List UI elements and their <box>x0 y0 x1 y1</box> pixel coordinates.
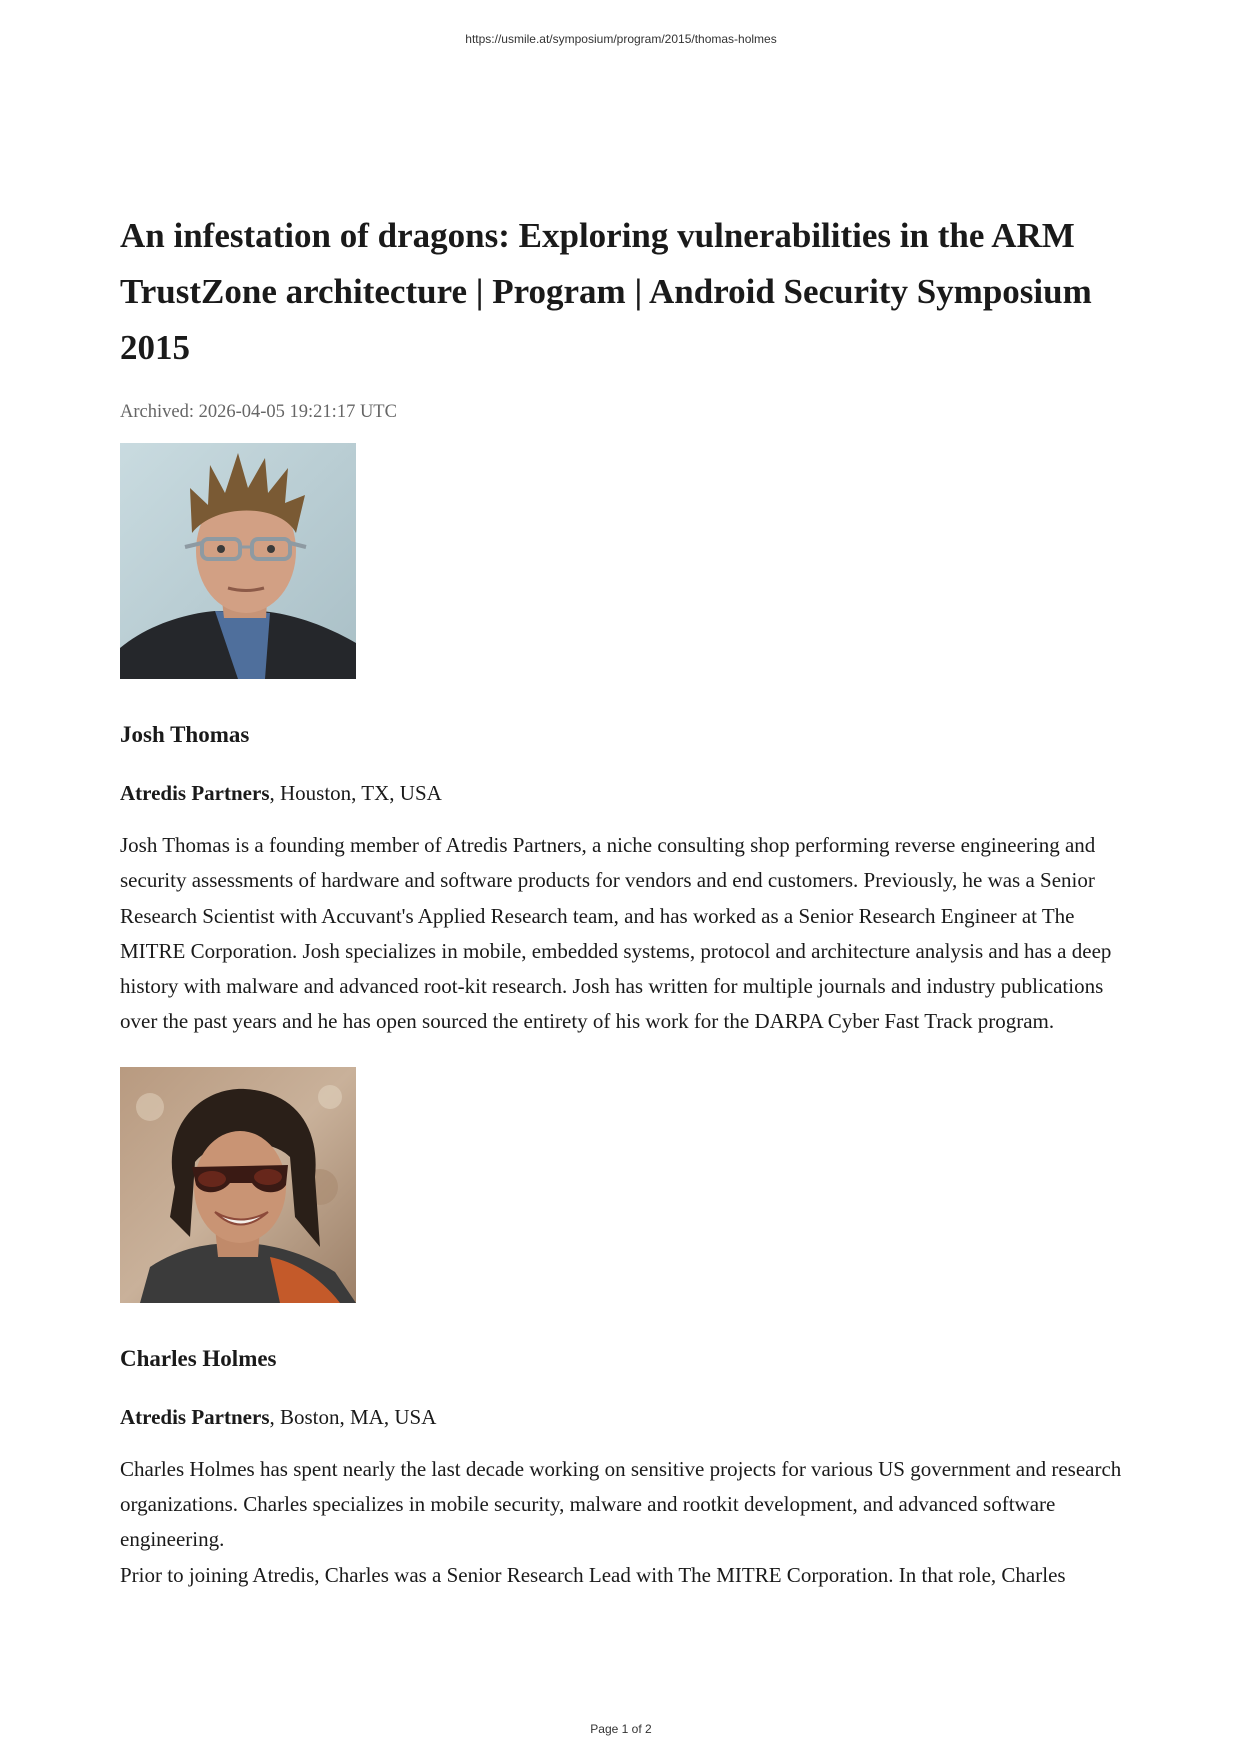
page-url-header: https://usmile.at/symposium/program/2015/thomas-holmes <box>465 32 777 46</box>
speaker-organization: Atredis Partners <box>120 1404 270 1429</box>
speaker-location: , Boston, MA, USA <box>269 1404 437 1429</box>
speaker-affiliation <box>120 779 1130 807</box>
speaker-bio: Charles Holmes has spent nearly the last decade working on sensitive projects for various US government and research organizations. Charles specializes in mobile security, malware and rootkit development, and advanced software engineering. <box>120 1456 1122 1552</box>
speaker-bio-continued: Prior to joining Atredis, Charles was a Senior Research Lead with The MITRE Corporation. In that role, Charles <box>120 1562 1066 1587</box>
article <box>120 208 1130 1593</box>
speaker-photo-josh-thomas <box>120 443 356 679</box>
speaker-organization: Atredis Partners <box>120 781 270 805</box>
speaker-location: , Houston, TX, USA <box>269 781 442 805</box>
page-title: An infestation of dragons: Exploring vulnerabilities in the ARM TrustZone architecture | Program | Android Security Symposium 2015 <box>120 216 1092 367</box>
speaker-bio: Josh Thomas is a founding member of Atredis Partners, a niche consulting shop performing reverse engineering and security assessments of hardware and software products for vendors and end customers. Previously, he was a Senior Research Scientist with Accuvant's Applied Research team, and has worked as a Senior Research Engineer at The MITRE Corporation. Josh specializes in mobile, embedded systems, protocol and architecture analysis and has a deep history with malware and advanced root-kit research. Josh has written for multiple journals and industry publications over the past years and he has open sourced the entirety of his work for the DARPA Cyber Fast Track program. <box>120 833 1112 1034</box>
speaker-affiliation <box>120 1403 1130 1431</box>
speaker-name: Josh Thomas <box>120 722 250 747</box>
speaker-photo-charles-holmes <box>120 1067 356 1303</box>
page-number: Page 1 of 2 <box>590 1722 652 1736</box>
portrait-photo-icon <box>120 443 356 679</box>
speaker-name: Charles Holmes <box>120 1345 277 1371</box>
portrait-photo-icon <box>120 1067 356 1303</box>
archived-timestamp: Archived: 2026-04-05 19:21:17 UTC <box>120 402 397 422</box>
